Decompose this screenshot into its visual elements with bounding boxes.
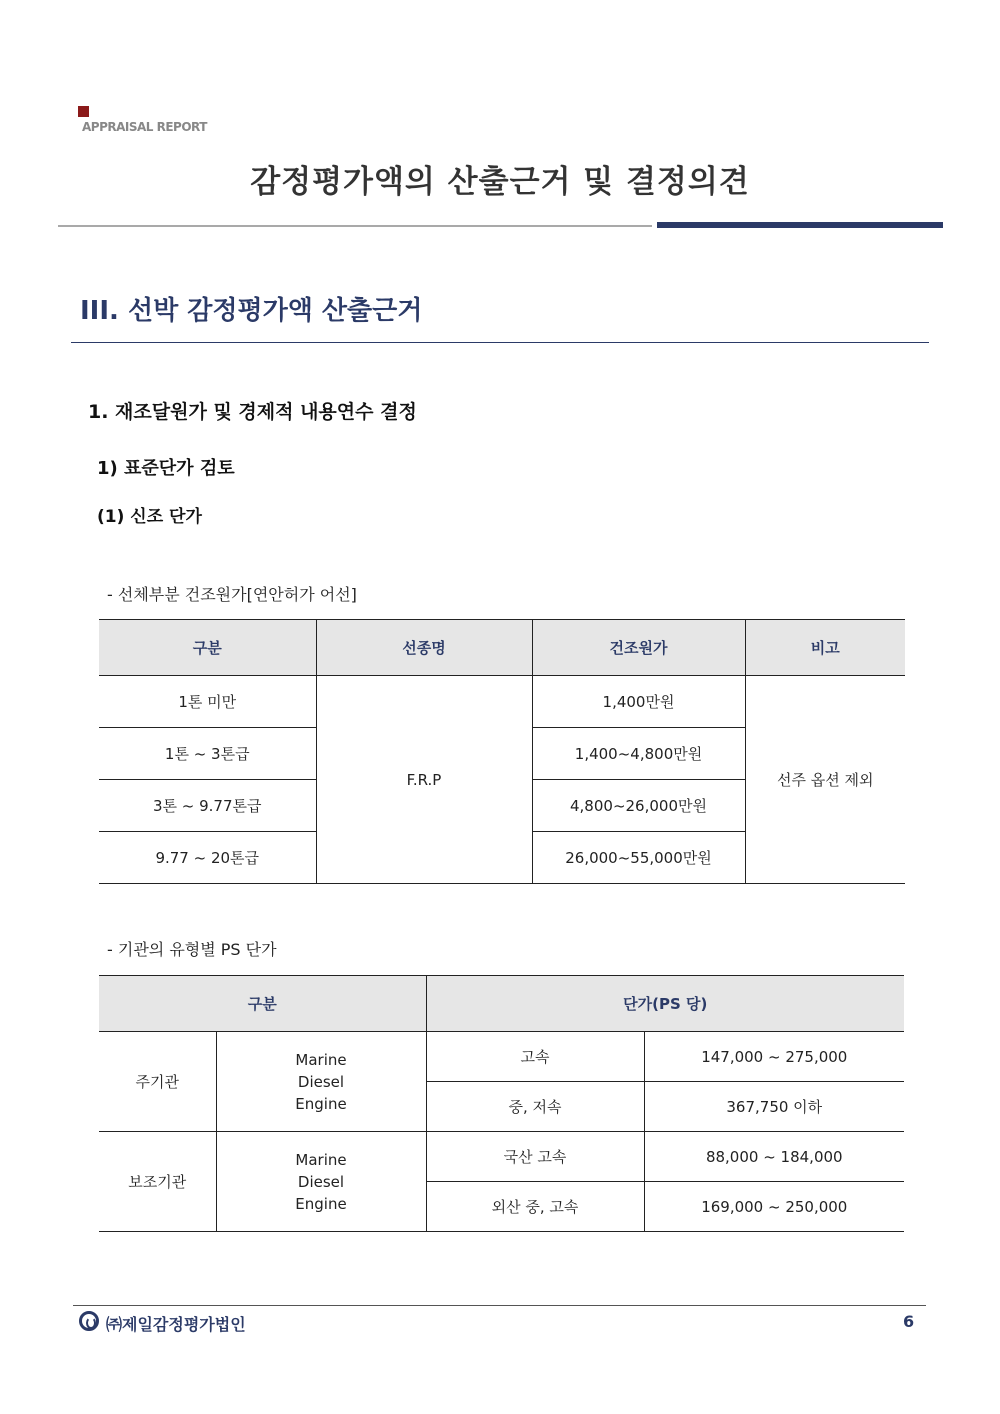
category-cell: 1톤 ~ 3톤급	[99, 728, 316, 780]
footer-company-name: ㈜제일감정평가법인	[106, 1315, 246, 1334]
engine-kind-line: Diesel	[297, 1072, 345, 1091]
heading-2: 1) 표준단가 검토	[97, 458, 235, 479]
hull-table-caption: - 선체부분 건조원가[연안허가 어선]	[107, 585, 357, 604]
price-cell: 88,000 ~ 184,000	[644, 1132, 904, 1182]
header-cell: 구분	[99, 620, 316, 676]
heading-1: 1. 재조달원가 및 경제적 내용연수 결정	[88, 401, 417, 423]
header-cell: 구분	[99, 976, 426, 1032]
engine-kind-cell	[216, 1132, 426, 1232]
engine-kind-line: Engine	[295, 1094, 347, 1113]
remark-cell: 선주 옵션 제외	[745, 676, 905, 884]
company-logo-icon	[79, 1311, 99, 1331]
ship-type-cell: F.R.P	[316, 676, 532, 884]
engine-table-caption: - 기관의 유형별 PS 단가	[107, 940, 277, 959]
speed-type-cell: 중, 저속	[426, 1082, 644, 1132]
category-cell: 1톤 미만	[99, 676, 316, 728]
engine-kind-line: Marine	[295, 1150, 347, 1169]
header-cell: 단가(PS 당)	[426, 976, 904, 1032]
brand-label: APPRAISAL REPORT	[82, 120, 207, 134]
heading-3: (1) 신조 단가	[97, 507, 202, 527]
engine-kind-line: Diesel	[297, 1172, 345, 1191]
engine-kind-line: Marine	[295, 1050, 347, 1069]
cost-cell: 1,400만원	[532, 676, 745, 728]
category-cell: 9.77 ~ 20톤급	[99, 832, 316, 884]
speed-type-cell: 외산 중, 고속	[426, 1182, 644, 1232]
engine-group-cell: 보조기관	[99, 1132, 216, 1232]
price-cell: 367,750 이하	[644, 1082, 904, 1132]
section-title: III. 선박 감정평가액 산출근거	[80, 296, 423, 326]
table-row	[99, 1132, 904, 1182]
cost-cell: 1,400~4,800만원	[532, 728, 745, 780]
engine-price-table	[99, 975, 904, 1232]
speed-type-cell: 고속	[426, 1032, 644, 1082]
price-cell: 169,000 ~ 250,000	[644, 1182, 904, 1232]
page-title: 감정평가액의 산출근거 및 결정의견	[250, 164, 750, 200]
price-cell: 147,000 ~ 275,000	[644, 1032, 904, 1082]
header-cell: 선종명	[316, 620, 532, 676]
table-header-row	[99, 620, 905, 676]
table-row	[99, 676, 905, 728]
engine-kind-line: Engine	[295, 1194, 347, 1213]
title-divider-navy	[657, 222, 943, 228]
brand-square	[78, 106, 89, 117]
hull-cost-table	[99, 619, 905, 884]
table-header-row	[99, 976, 904, 1032]
table-row	[99, 1032, 904, 1082]
category-cell: 3톤 ~ 9.77톤급	[99, 780, 316, 832]
page-number: 6	[903, 1312, 915, 1331]
header-cell: 비고	[745, 620, 905, 676]
header-cell: 건조원가	[532, 620, 745, 676]
engine-group-cell: 주기관	[99, 1032, 216, 1132]
section-divider	[71, 342, 929, 343]
title-divider-gray	[58, 225, 652, 227]
footer-divider	[73, 1305, 926, 1306]
cost-cell: 4,800~26,000만원	[532, 780, 745, 832]
speed-type-cell: 국산 고속	[426, 1132, 644, 1182]
cost-cell: 26,000~55,000만원	[532, 832, 745, 884]
engine-kind-cell	[216, 1032, 426, 1132]
